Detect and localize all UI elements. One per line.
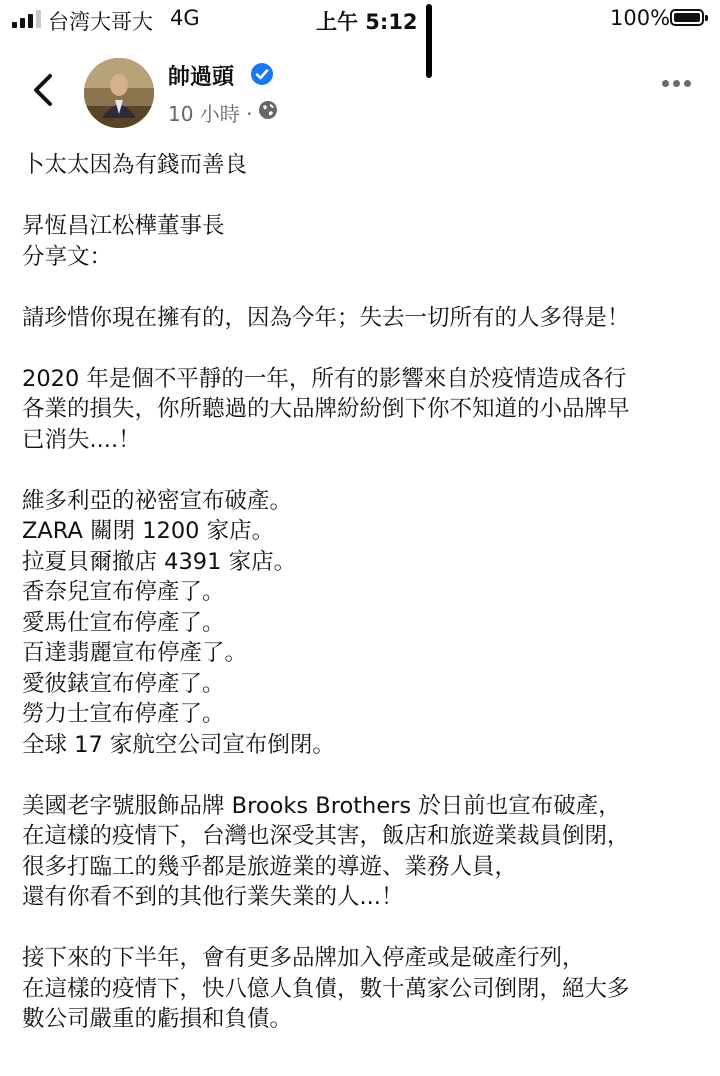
post-text-line: 在這樣的疫情下，快八億人負債，數十萬家公司倒閉，絕大多: [22, 975, 630, 1002]
post-text-line: 還有你看不到的其他行業失業的人...！: [22, 884, 404, 910]
post-paragraph: [22, 943, 712, 1035]
carrier-name: 台湾大哥大: [48, 10, 153, 34]
post-text-line: 百達翡麗宣布停產了。: [22, 640, 248, 666]
post-text-line: 各業的損失，你所聽過的大品牌紛紛倒下你不知道的小品牌早: [22, 396, 630, 422]
battery-fill: [674, 13, 700, 22]
post-text-line: 卜太太因為有錢而善良: [22, 152, 248, 178]
more-options-icon[interactable]: [662, 80, 692, 90]
back-arrow-icon[interactable]: [28, 70, 58, 110]
avatar[interactable]: [84, 58, 154, 128]
status-time: 上午 5:12: [316, 10, 418, 34]
post-text-line: 在這樣的疫情下，台灣也深受其害，飯店和旅遊業裁員倒閉，: [22, 823, 630, 849]
post-paragraph: [22, 486, 712, 761]
battery-percentage: 100%: [610, 6, 671, 30]
post-text-line: 拉夏貝爾撤店 4391 家店。: [22, 548, 297, 575]
post-text-line: 愛馬仕宣布停產了。: [22, 609, 225, 636]
post-text-line: 接下來的下半年，會有更多品牌加入停產或是破產行列，: [22, 945, 585, 971]
verified-badge-icon: [250, 62, 274, 86]
post-text-line: 維多利亞的祕密宣布破產。: [22, 487, 293, 514]
battery-icon: [670, 9, 704, 26]
post-paragraph: [22, 150, 712, 181]
post-text-line: 數公司嚴重的虧損和負債。: [22, 1006, 293, 1032]
post-text-line: 2020 年是個不平靜的一年，所有的影響來自於疫情造成各行: [22, 365, 627, 392]
author-name[interactable]: 帥過頭: [168, 65, 235, 90]
post-text-line: 已消失....！: [22, 426, 141, 453]
post-paragraph: [22, 364, 712, 456]
post-text-line: 昇恆昌江松樺董事長: [22, 213, 225, 239]
post-text-line: 請珍惜你現在擁有的，因為今年；失去一切所有的人多得是！: [22, 304, 630, 331]
post-paragraph: [22, 303, 712, 334]
status-bar: [0, 0, 720, 40]
post-text-line: 很多打臨工的幾乎都是旅遊業的導遊、業務人員，: [22, 853, 518, 880]
post-text-line: ZARA 關閉 1200 家店。: [22, 518, 275, 544]
post-text-line: 全球 17 家航空公司宣布倒閉。: [22, 731, 335, 758]
network-type: 4G: [170, 6, 200, 30]
post-text-line: 美國老字號服飾品牌 Brooks Brothers 於日前也宣布破產，: [22, 792, 621, 819]
globe-icon: [258, 100, 278, 120]
post-header: [0, 40, 720, 140]
post-text-line: 勞力士宣布停產了。: [22, 701, 225, 727]
post-text-line: 分享文：: [22, 243, 113, 270]
post-paragraph: [22, 791, 712, 913]
post-body: [22, 150, 712, 1065]
post-paragraph: [22, 211, 712, 272]
post-text-line: 香奈兒宣布停產了。: [22, 579, 225, 605]
signal-strength-icon: [12, 10, 42, 28]
post-text-line: 愛彼錶宣布停產了。: [22, 670, 225, 697]
post-timestamp[interactable]: 10 小時 ·: [168, 102, 253, 126]
